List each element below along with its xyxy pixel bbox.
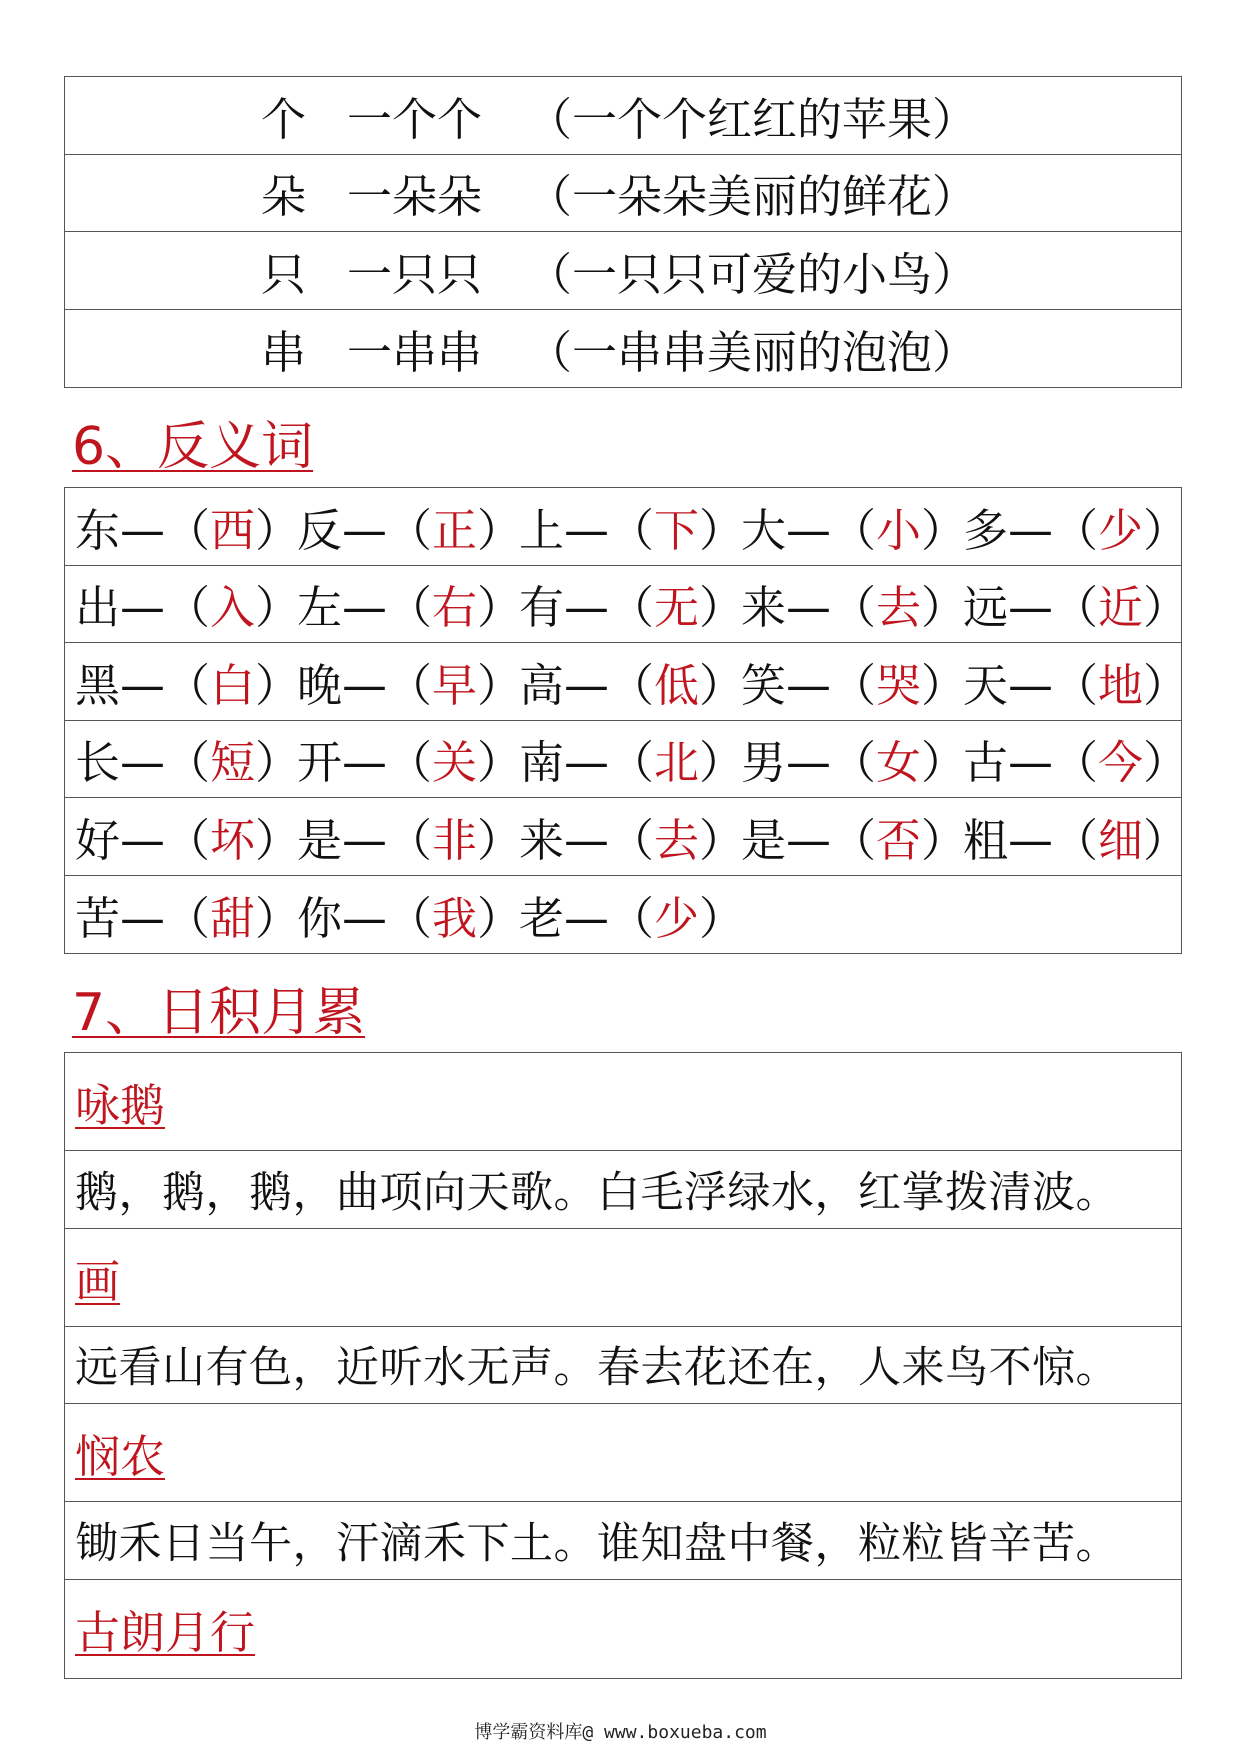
poem-text-row [65, 1502, 1181, 1580]
antonym-pair [963, 571, 1188, 636]
reduplicated-word: 一个个 [347, 92, 483, 146]
antonym-pair [297, 882, 523, 947]
antonym-pair [297, 494, 523, 559]
antonym-answer: 右 [432, 581, 478, 635]
antonym-pair [519, 726, 745, 791]
antonym-word: 来—（ [519, 813, 655, 867]
antonym-answer: 我 [432, 891, 478, 945]
antonym-close-paren: ） [699, 736, 745, 790]
poem-text: 锄禾日当午，汗滴禾下土。谁知盘中餐，粒粒皆辛苦。 [75, 1518, 1119, 1569]
antonym-close-paren: ） [1143, 658, 1189, 712]
antonym-pair [297, 649, 523, 714]
antonym-answer: 正 [432, 503, 478, 557]
antonym-word: 远—（ [963, 581, 1099, 635]
antonym-close-paren: ） [255, 736, 301, 790]
antonym-word: 是—（ [297, 813, 433, 867]
antonym-word: 反—（ [297, 503, 433, 557]
antonym-answer: 去 [654, 813, 700, 867]
antonym-word: 多—（ [963, 503, 1099, 557]
reduplicated-word: 一串串 [347, 325, 483, 379]
antonym-word: 上—（ [519, 503, 655, 557]
antonym-row [65, 566, 1189, 644]
antonym-pair [741, 649, 967, 714]
antonym-pair [741, 571, 967, 636]
antonym-answer: 细 [1098, 813, 1144, 867]
antonym-pair [297, 571, 523, 636]
antonym-word: 天—（ [963, 658, 1099, 712]
antonym-word: 古—（ [963, 736, 1099, 790]
poem-text: 鹅，鹅，鹅，曲项向天歌。白毛浮绿水，红掌拨清波。 [75, 1167, 1119, 1218]
antonym-close-paren: ） [255, 813, 301, 867]
antonym-close-paren: ） [255, 581, 301, 635]
poem-title: 悯农 [75, 1430, 166, 1483]
antonym-close-paren: ） [477, 736, 523, 790]
antonym-pair [963, 494, 1188, 559]
poem-text-row [65, 1151, 1181, 1229]
antonym-answer: 入 [210, 581, 256, 635]
antonym-word: 来—（ [741, 581, 877, 635]
antonym-answer: 小 [876, 503, 922, 557]
antonym-word: 粗—（ [963, 813, 1099, 867]
antonym-word: 高—（ [519, 658, 655, 712]
antonym-word: 开—（ [297, 736, 433, 790]
antonym-close-paren: ） [1143, 503, 1189, 557]
antonym-close-paren: ） [699, 503, 745, 557]
antonym-close-paren: ） [921, 736, 967, 790]
antonym-word: 晚—（ [297, 658, 433, 712]
antonym-word: 南—（ [519, 736, 655, 790]
antonym-answer: 无 [654, 581, 700, 635]
antonym-pair [741, 804, 967, 869]
antonym-close-paren: ） [477, 813, 523, 867]
antonym-close-paren: ） [255, 503, 301, 557]
measure-word-row [65, 77, 1181, 155]
antonym-answer: 短 [210, 736, 256, 790]
antonym-answer: 坏 [210, 813, 256, 867]
antonym-row [65, 643, 1189, 721]
antonym-close-paren: ） [699, 891, 745, 945]
antonym-row [65, 488, 1189, 566]
antonym-close-paren: ） [699, 581, 745, 635]
antonym-word: 出—（ [75, 581, 211, 635]
antonym-close-paren: ） [477, 503, 523, 557]
antonym-answer: 低 [654, 658, 700, 712]
antonym-word: 是—（ [741, 813, 877, 867]
antonym-pair [75, 726, 301, 791]
poem-text: 远看山有色，近听水无声。春去花还在，人来鸟不惊。 [75, 1343, 1119, 1394]
antonym-word: 黑—（ [75, 658, 211, 712]
poem-table [64, 1052, 1182, 1679]
antonym-pair [297, 804, 523, 869]
reduplicated-word: 一只只 [347, 247, 483, 301]
poem-title: 画 [75, 1254, 121, 1308]
antonym-answer: 少 [654, 891, 700, 945]
antonym-answer: 北 [654, 736, 700, 790]
poem-title-row [65, 1053, 1181, 1151]
antonym-row [65, 721, 1189, 799]
antonym-close-paren: ） [477, 581, 523, 635]
antonym-pair [75, 804, 301, 869]
antonym-answer: 非 [432, 813, 478, 867]
reduplicated-word: 一朵朵 [347, 170, 483, 224]
antonym-close-paren: ） [699, 813, 745, 867]
antonym-answer: 否 [876, 813, 922, 867]
example-phrase: （一个个红红的苹果） [527, 92, 978, 146]
antonym-pair [519, 494, 745, 559]
example-phrase: （一串串美丽的泡泡） [527, 325, 978, 379]
antonym-table [64, 487, 1189, 954]
antonym-word: 笑—（ [741, 658, 877, 712]
antonym-pair [519, 571, 745, 636]
measure-word-row [65, 310, 1181, 388]
antonym-close-paren: ） [921, 658, 967, 712]
antonym-close-paren: ） [1143, 813, 1189, 867]
antonym-pair [741, 494, 967, 559]
antonym-pair [297, 726, 523, 791]
antonym-answer: 关 [432, 736, 478, 790]
antonym-answer: 西 [210, 503, 256, 557]
antonym-row [65, 798, 1189, 876]
antonym-word: 男—（ [741, 736, 877, 790]
antonym-close-paren: ） [921, 581, 967, 635]
antonym-pair [963, 804, 1188, 869]
antonym-close-paren: ） [1143, 736, 1189, 790]
measure-word: 个 [261, 92, 307, 146]
antonym-close-paren: ） [921, 813, 967, 867]
antonym-answer: 哭 [876, 658, 922, 712]
antonym-pair [963, 649, 1188, 714]
antonym-pair [741, 726, 967, 791]
measure-word: 朵 [261, 170, 307, 224]
measure-word-table [64, 76, 1182, 388]
antonym-pair [75, 882, 301, 947]
antonym-close-paren: ） [921, 503, 967, 557]
antonym-pair [963, 726, 1188, 791]
antonym-answer: 下 [654, 503, 700, 557]
antonym-answer: 女 [876, 736, 922, 790]
measure-word-row [65, 155, 1181, 233]
antonym-word: 有—（ [519, 581, 655, 635]
antonym-close-paren: ） [699, 658, 745, 712]
antonym-word: 长—（ [75, 736, 211, 790]
example-phrase: （一只只可爱的小鸟） [527, 247, 978, 301]
antonym-answer: 今 [1098, 736, 1144, 790]
antonym-answer: 早 [432, 658, 478, 712]
poem-text-row [65, 1327, 1181, 1405]
antonym-row [65, 876, 1181, 954]
antonym-close-paren: ） [477, 658, 523, 712]
antonym-pair [519, 882, 744, 947]
antonym-answer: 地 [1098, 658, 1144, 712]
antonym-pair [519, 649, 745, 714]
poem-title-row [65, 1404, 1181, 1502]
antonym-word: 好—（ [75, 813, 211, 867]
antonym-pair [75, 571, 301, 636]
antonym-pair [75, 649, 301, 714]
poem-title-row [65, 1229, 1181, 1327]
antonym-word: 苦—（ [75, 891, 211, 945]
antonym-answer: 甜 [210, 891, 256, 945]
antonym-pair [75, 494, 301, 559]
antonym-answer: 近 [1098, 581, 1144, 635]
antonym-close-paren: ） [255, 891, 301, 945]
poem-title: 咏鹅 [75, 1079, 166, 1132]
antonym-word: 你—（ [297, 891, 433, 945]
antonym-answer: 去 [876, 581, 922, 635]
poem-title: 古朗月行 [75, 1606, 256, 1659]
antonym-close-paren: ） [1143, 581, 1189, 635]
antonym-word: 左—（ [297, 581, 433, 635]
measure-word: 串 [261, 325, 307, 379]
antonym-close-paren: ） [255, 658, 301, 712]
measure-word-row [65, 232, 1181, 310]
antonym-pair [519, 804, 745, 869]
measure-word: 只 [261, 247, 307, 301]
antonyms-section-title: 6、反义词 [72, 417, 314, 477]
poem-title-row [65, 1580, 1181, 1678]
antonym-word: 东—（ [75, 503, 211, 557]
antonym-close-paren: ） [477, 891, 523, 945]
antonym-answer: 白 [210, 658, 256, 712]
footer-source: 博学霸资料库@ www.boxueba.com [474, 1722, 767, 1743]
accumulation-section-title: 7、日积月累 [72, 983, 366, 1043]
antonym-word: 老—（ [519, 891, 655, 945]
example-phrase: （一朵朵美丽的鲜花） [527, 170, 978, 224]
antonym-word: 大—（ [741, 503, 877, 557]
antonym-answer: 少 [1098, 503, 1144, 557]
